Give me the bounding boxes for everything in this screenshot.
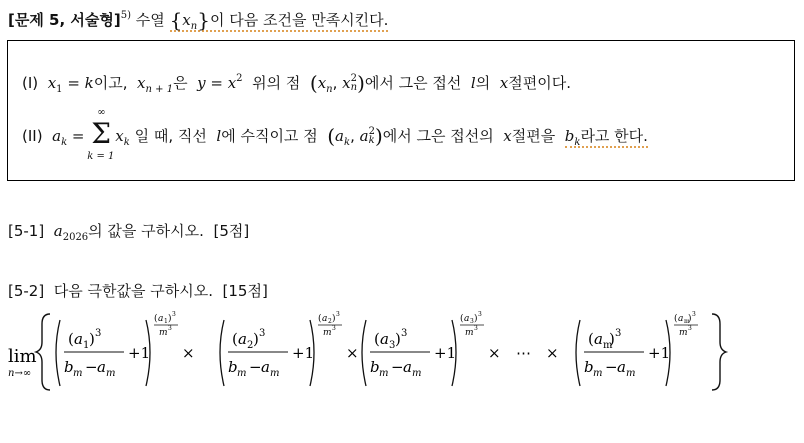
term-den-minus: − (391, 358, 404, 376)
term-num-paren-close: ) (609, 330, 615, 348)
term-plus-one: +1 (292, 344, 315, 362)
bk-definition: $b_k$라고 한다. (564, 127, 648, 148)
term-num-sub: 2 (247, 340, 254, 351)
term-num-sub: m (603, 340, 613, 351)
term-den-a-sub: m (412, 368, 422, 379)
term-den-b: b (584, 358, 594, 376)
conditions-box (7, 40, 795, 181)
term-den-b-sub: m (379, 368, 389, 379)
term-num-cube: 3 (95, 328, 102, 339)
times-sign: × (546, 344, 559, 362)
footnote-marker: 5) (120, 10, 132, 21)
exp-paren: ( (318, 314, 322, 324)
header-rest: 이 다음 조건을 만족시킨다. (209, 11, 389, 29)
exp-a-sub: m (684, 318, 690, 325)
exp-a: a (158, 314, 164, 324)
term-den-b-sub: m (593, 368, 603, 379)
exp-m: m (159, 328, 168, 338)
term-num-cube: 3 (401, 328, 408, 339)
term-left-paren (220, 320, 224, 386)
outer-right-brace (712, 314, 726, 390)
term-num-paren: ( (68, 330, 74, 348)
term-num-a: a (74, 330, 83, 348)
term-plus-one: +1 (648, 344, 671, 362)
limit-expression (6, 310, 766, 400)
exp-paren: ( (674, 314, 678, 324)
term-num-a: a (594, 330, 603, 348)
question-5-2: [5-2] 다음 극한값을 구하시오. [15점] (8, 282, 268, 300)
exp-m-cube: 3 (168, 325, 172, 332)
term-plus-one: +1 (434, 344, 457, 362)
term-den-a: a (97, 358, 106, 376)
term-num-cube: 3 (615, 328, 622, 339)
term-left-paren (576, 320, 580, 386)
problem-title: [문제 5, 서술형] (8, 11, 121, 29)
term-plus-one: +1 (128, 344, 151, 362)
term-den-a-sub: m (106, 368, 116, 379)
times-sign: × (182, 344, 195, 362)
term-num-paren: ( (374, 330, 380, 348)
term-num-paren-close: ) (395, 330, 401, 348)
term-den-minus: − (85, 358, 98, 376)
lim-subscript: n→∞ (8, 368, 32, 379)
times-sign: × (488, 344, 501, 362)
exp-a: a (322, 314, 328, 324)
term-left-paren (362, 320, 366, 386)
question-5-1: [5-1] $a_{2026}$의 값을 구하시오. [5점] (8, 222, 250, 243)
term-num-cube: 3 (259, 328, 266, 339)
exp-m: m (465, 328, 474, 338)
term-num-a: a (380, 330, 389, 348)
ellipsis: ⋯ (516, 344, 531, 362)
term-den-a-sub: m (270, 368, 280, 379)
term-den-a-sub: m (626, 368, 636, 379)
exp-paren-close: ) (168, 314, 172, 324)
exp-m-cube: 3 (332, 325, 336, 332)
term-den-a: a (617, 358, 626, 376)
term-den-minus: − (249, 358, 262, 376)
condition-1: (I) $x_1 = k$이고, $x_{n + 1}$은 $y = x^2$ 위의 점 ($x_n$, x 2 n )에서 그은 접선 l의 x절편이다. (22, 71, 571, 95)
exp-paren-close: ) (688, 314, 692, 324)
term-num-paren: ( (588, 330, 594, 348)
exp-m: m (323, 328, 332, 338)
summation-symbol: ∞ Σ k = 1 (87, 107, 115, 162)
exp-cube: 3 (172, 311, 176, 318)
exp-m-cube: 3 (688, 325, 692, 332)
term-den-a: a (403, 358, 412, 376)
exp-paren: ( (460, 314, 464, 324)
condition-2: (II) $a_k$ = ∞ Σ k = 1 $x_k$ 일 때, 직선 l에 수직이고 점 ($a_k$, a 2 k )에서 그은 접선의 x절편을 $b_k$라고 한다. (22, 107, 648, 162)
lim-text: lim (8, 346, 37, 367)
exp-a: a (464, 314, 470, 324)
exp-cube: 3 (478, 311, 482, 318)
term-den-b-sub: m (73, 368, 83, 379)
problem-header (8, 8, 388, 32)
exp-m-cube: 3 (474, 325, 478, 332)
term-num-paren-close: ) (89, 330, 95, 348)
term-den-b-sub: m (237, 368, 247, 379)
term-left-paren (56, 320, 60, 386)
exp-cube: 3 (692, 311, 696, 318)
exp-paren-close: ) (332, 314, 336, 324)
term-num-a: a (238, 330, 247, 348)
term-num-sub: 1 (83, 340, 90, 351)
term-num-sub: 3 (389, 340, 396, 351)
exp-m: m (679, 328, 688, 338)
times-sign: × (346, 344, 359, 362)
term-num-paren: ( (232, 330, 238, 348)
exp-a-sub: 2 (328, 318, 332, 325)
term-den-minus: − (605, 358, 618, 376)
term-den-b: b (370, 358, 380, 376)
exp-cube: 3 (336, 311, 340, 318)
exp-paren: ( (154, 314, 158, 324)
sequence-label: 수열 (135, 11, 165, 29)
term-den-b: b (64, 358, 74, 376)
exp-a: a (678, 314, 684, 324)
sequence-notation: $\{x_n\}$이 다음 조건을 만족시킨다. (169, 8, 389, 32)
term-den-b: b (228, 358, 238, 376)
outer-left-brace (36, 314, 50, 390)
exp-a-sub: 3 (470, 318, 474, 325)
exp-a-sub: 1 (164, 318, 168, 325)
product-terms (56, 311, 698, 386)
term-den-a: a (261, 358, 270, 376)
exp-paren-close: ) (474, 314, 478, 324)
term-num-paren-close: ) (253, 330, 259, 348)
